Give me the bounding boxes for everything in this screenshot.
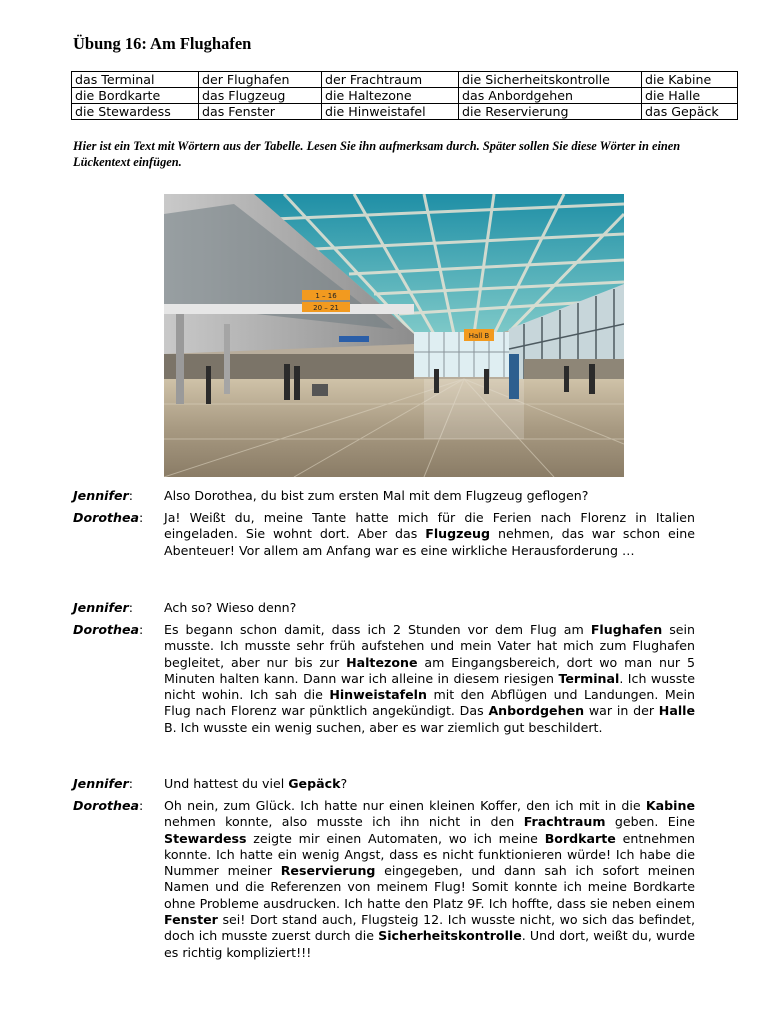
dialogue-line-5 <box>73 776 695 792</box>
keyword: Kabine <box>645 798 695 813</box>
table-cell: das Anbordgehen <box>459 88 642 104</box>
table-row <box>72 72 738 88</box>
table-cell: die Bordkarte <box>72 88 199 104</box>
keyword: Hinweistafeln <box>329 687 427 703</box>
table-cell: der Flughafen <box>199 72 322 88</box>
airport-hall-illustration <box>164 194 624 477</box>
text-segment: nehmen konnte, also musste ich ihn nicht in den <box>164 814 524 830</box>
text-segment: mit den Abflügen und Landungen. Mein Flug nach Florenz war pünktlich angekündigt. Das <box>164 687 695 719</box>
speaker-dorothea: Dorothea: <box>73 798 144 813</box>
keyword: Stewardess <box>164 830 247 846</box>
gate-sign-1: 1 – 16 <box>315 292 337 300</box>
table-cell: das Fenster <box>199 104 322 120</box>
table-cell: die Halle <box>642 88 738 104</box>
dialogue-line-4 <box>73 622 696 735</box>
speaker-jennifer: Jennifer: <box>73 600 133 615</box>
dialogue-text <box>164 776 695 792</box>
keyword: Flugzeug <box>425 526 491 542</box>
text-segment: geben. Eine <box>605 814 695 830</box>
text-segment: . Ich wusste nicht wohin. Ich sah die <box>164 670 695 703</box>
keyword: Reservierung <box>280 863 376 879</box>
dialogue-line-3 <box>73 600 695 616</box>
dialogue-text <box>164 600 695 616</box>
speaker-dorothea: Dorothea: <box>73 622 144 637</box>
airport-terminal-photo <box>164 194 624 477</box>
keyword: Gepäck <box>288 776 341 791</box>
text-segment: sei! Dort stand auch, Flugsteig 12. Ich wusste nicht, wo sich das befindet, doch ich musste zuerst durch die <box>164 912 695 944</box>
text-segment: Also Dorothea, du bist zum ersten Mal mit dem Flugzeug geflogen? <box>164 488 589 503</box>
table-row <box>72 88 738 104</box>
keyword: Halle <box>658 703 695 719</box>
text-segment: war in der <box>584 703 659 719</box>
table-cell: die Kabine <box>642 72 738 88</box>
instructions: Hier ist ein Text mit Wörtern aus der Tabelle. Lesen Sie ihn aufmerksam durch. Später sollen Sie diese Wörter in einen Lückentext einfügen. <box>73 139 681 169</box>
text-segment: ? <box>340 776 348 791</box>
dialogue-line-6 <box>73 798 695 960</box>
table-cell: das Terminal <box>72 72 199 88</box>
text-segment: B. Ich wusste ein wenig suchen, aber es war ziemlich gut beschildert. <box>164 719 603 735</box>
keyword: Sicherheitskontrolle <box>378 928 522 944</box>
speaker-jennifer: Jennifer: <box>73 776 133 791</box>
text-segment: Ja! Weißt du, meine Tante hatte mich für die Ferien nach Florenz in Italien eingeladen. Sie wohnt dort. Aber das <box>164 510 695 542</box>
page-title: Übung 16: Am Flughafen <box>73 34 252 53</box>
text-segment: sein musste. Ich musste sehr früh aufstehen und mein Vater hat mich zum Flughafen begleitet, aber nur bis zur <box>164 622 696 670</box>
text-segment: zeigte mir einen Automaten, wo ich meine <box>246 830 545 846</box>
table-cell: die Hinweistafel <box>322 104 459 120</box>
keyword: Anbordgehen <box>488 703 585 719</box>
text-segment: Es begann schon damit, dass ich 2 Stunden vor dem Flug am <box>164 622 591 637</box>
dialogue-text <box>164 798 695 961</box>
text-segment: am Eingangsbereich, dort wo man nur 5 Minuten halten kann. Dann war ich alleine in diesem riesigen <box>164 654 695 686</box>
table-cell: das Flugzeug <box>199 88 322 104</box>
keyword: Fenster <box>164 912 218 928</box>
keyword: Bordkarte <box>544 830 616 846</box>
dialogue-text <box>164 488 695 504</box>
table-cell: die Sicherheitskontrolle <box>459 72 642 88</box>
dialogue-text <box>164 510 695 559</box>
gate-sign-2: 20 – 21 <box>313 304 339 312</box>
text-segment: . Und dort, weißt du, wurde es richtig kompliziert!!! <box>164 928 695 960</box>
text-segment: nehmen, das war schon eine Abenteuer! Vor allem am Anfang war es eine wirkliche Herausforderung … <box>164 526 695 558</box>
dialogue-line-2 <box>73 510 695 558</box>
table-cell: die Stewardess <box>72 104 199 120</box>
table-cell: die Haltezone <box>322 88 459 104</box>
text-segment: Oh nein, zum Glück. Ich hatte nur einen kleinen Koffer, den ich mit in die <box>164 798 646 813</box>
hall-sign: Hall B <box>468 332 490 340</box>
vocabulary-table <box>71 71 738 120</box>
text-segment: Ach so? Wieso denn? <box>164 600 297 615</box>
keyword: Terminal <box>558 670 620 686</box>
dialogue-line-1 <box>73 488 695 504</box>
speaker-dorothea: Dorothea: <box>73 510 144 525</box>
dialogue-text <box>164 622 695 736</box>
speaker-jennifer: Jennifer: <box>73 488 133 503</box>
text-segment: eingegeben, und dann sah ich sofort meinen Namen und die Referenzen von meinem Flug! Somit konnte ich meine Bordkarte ohne Probleme ausdrucken. Ich hatte den Platz 9F. Ich hoffte, dass sie neben einem <box>164 863 695 911</box>
table-cell: die Reservierung <box>459 104 642 120</box>
text-segment: Und hattest du viel <box>164 776 289 791</box>
table-row <box>72 104 738 120</box>
table-cell: der Frachtraum <box>322 72 459 88</box>
keyword: Frachtraum <box>523 814 606 830</box>
keyword: Flughafen <box>590 622 663 637</box>
table-cell: das Gepäck <box>642 104 738 120</box>
keyword: Haltezone <box>346 654 418 670</box>
text-segment: entnehmen konnte. Ich hatte ein wenig Angst, dass es nicht funktionieren würde! Ich habe die Nummer meiner <box>164 830 695 879</box>
